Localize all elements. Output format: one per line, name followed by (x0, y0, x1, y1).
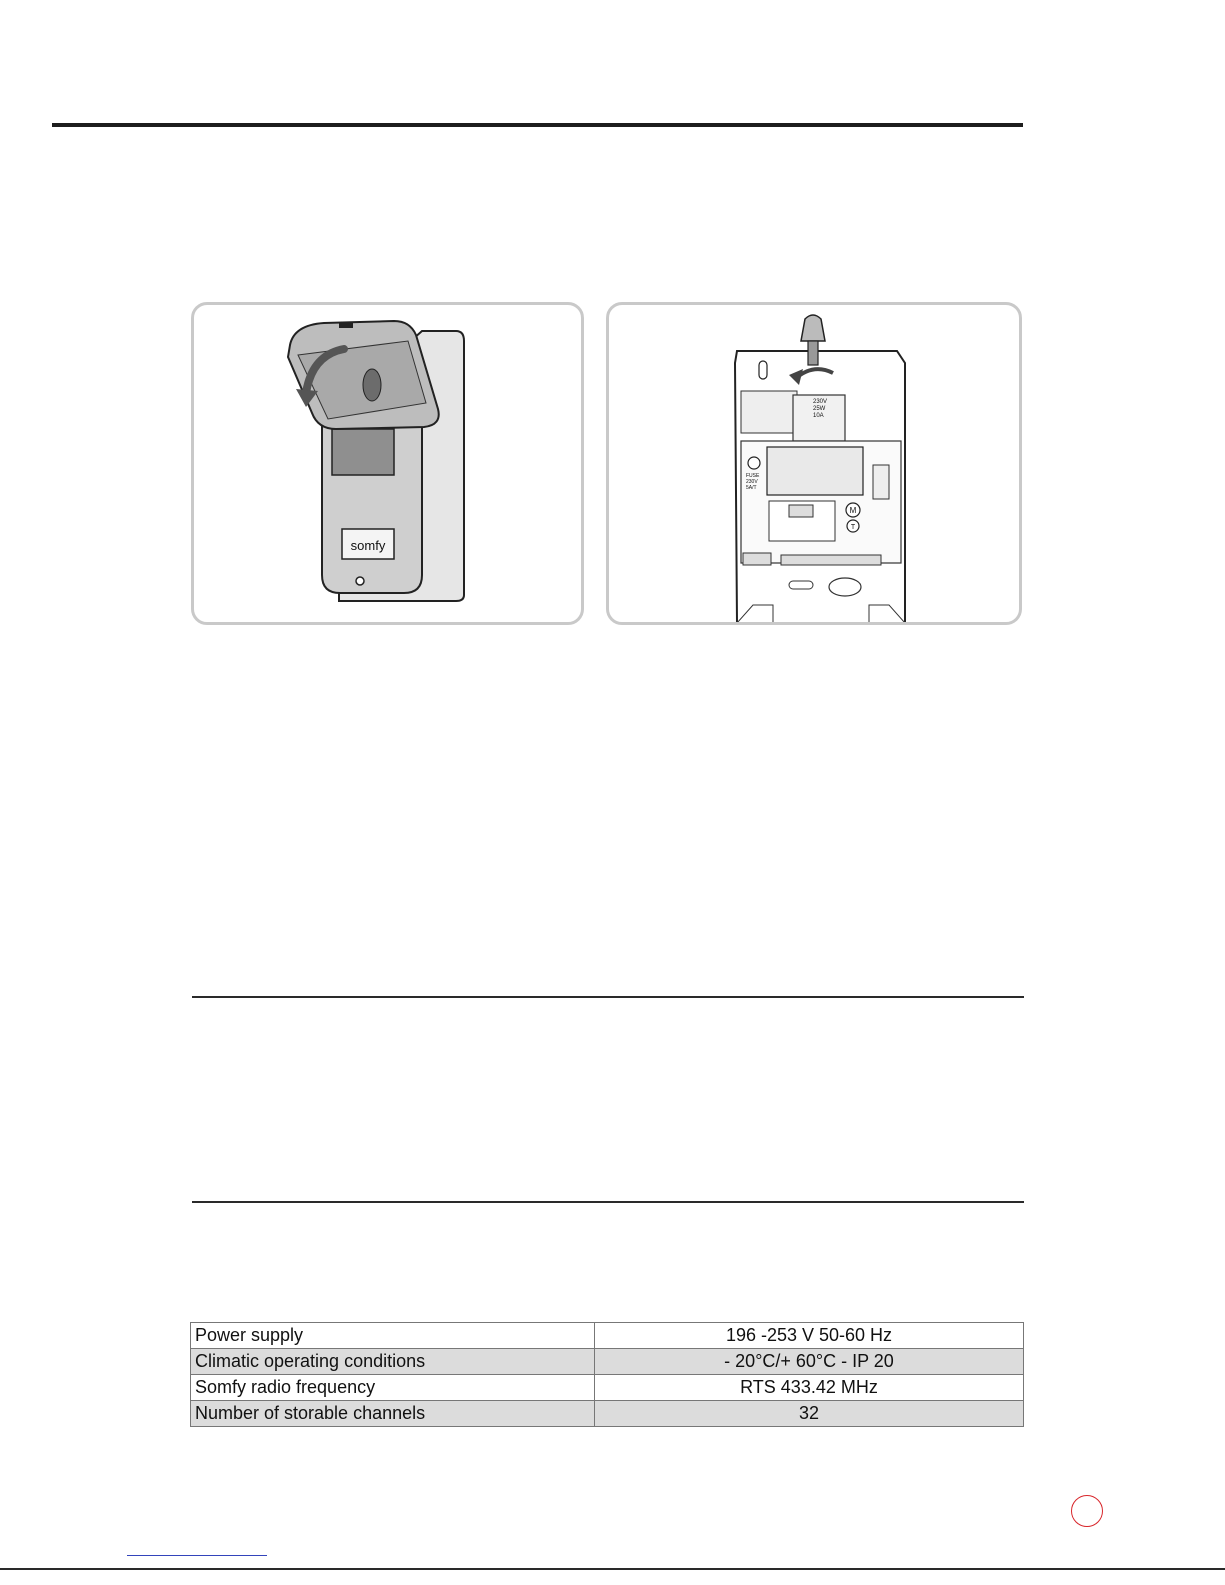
spec-label: Number of storable channels (191, 1401, 595, 1427)
rating-label-power: 25W (813, 406, 826, 412)
table-row (191, 1323, 1024, 1349)
illustration-panel-housing (606, 302, 1022, 625)
footer-link-underline[interactable] (127, 1555, 267, 1556)
specifications-table (190, 1322, 1024, 1427)
footer-rule (0, 1568, 1225, 1570)
fuse-label: FUSE (746, 473, 760, 479)
spec-label: Somfy radio frequency (191, 1375, 595, 1401)
spec-label: Climatic operating conditions (191, 1349, 595, 1375)
spec-label: Power supply (191, 1323, 595, 1349)
spec-value: - 20°C/+ 60°C - IP 20 (595, 1349, 1024, 1375)
spec-value: RTS 433.42 MHz (595, 1375, 1024, 1401)
brand-logo: somfy (350, 538, 386, 553)
illustration-panel-cover (191, 302, 584, 625)
tension-label: T (850, 524, 856, 531)
table-row (191, 1349, 1024, 1375)
spec-value: 32 (595, 1401, 1024, 1427)
table-row (191, 1401, 1024, 1427)
section-divider (192, 1201, 1024, 1203)
section-divider (192, 996, 1024, 998)
open-housing-illustration (609, 305, 1022, 625)
motor-label: M (849, 506, 857, 515)
fuse-rating-label: 5A/T (746, 485, 757, 491)
page-marker-circle (1071, 1495, 1103, 1527)
cover-opening-illustration (194, 305, 584, 625)
header-rule (52, 123, 1023, 127)
fuse-voltage-label: 230V (746, 479, 758, 485)
rating-label-current: 10A (813, 413, 824, 419)
table-row (191, 1375, 1024, 1401)
spec-value: 196 -253 V 50-60 Hz (595, 1323, 1024, 1349)
rating-label-voltage: 230V (813, 399, 828, 405)
